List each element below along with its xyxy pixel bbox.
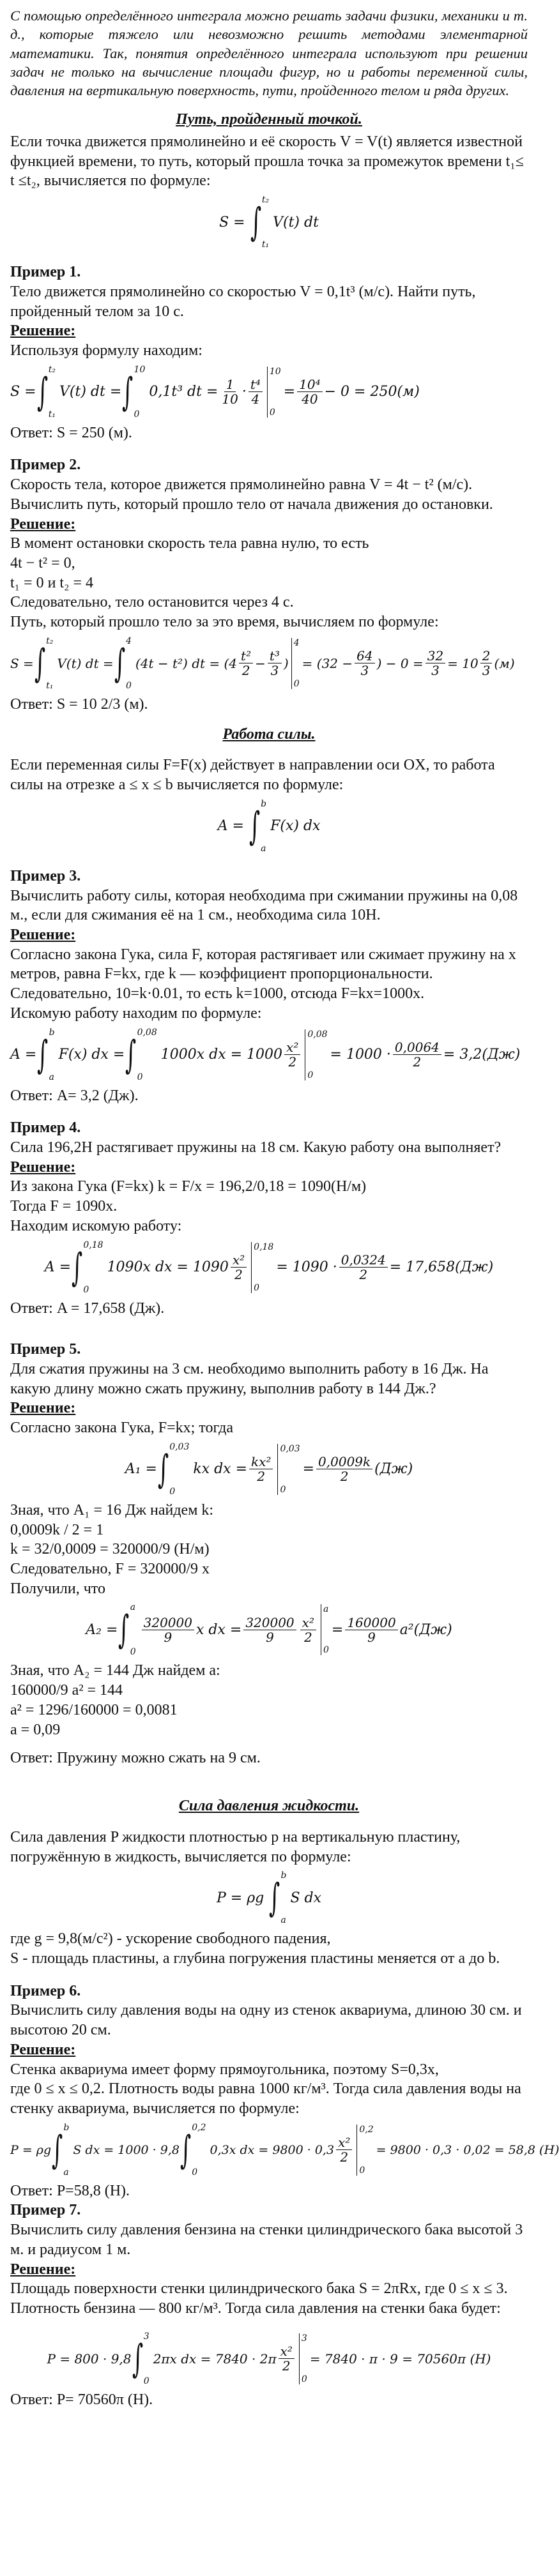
example-7-title: Пример 7. (10, 2202, 81, 2219)
example-1-solution-label: Решение: (10, 322, 76, 340)
example-1-formula: S = ∫ t₂ t₁ V(t) dt = ∫ 10 0 0,1t³ dt = $\frac{1}{10}$ · $\frac{\text{t⁴}}{4}$ 10 0 = $\frac{\text{10⁴}}{40}$ − 0 = 250(м) (10, 364, 420, 420)
example-6-solution-label: Решение: (10, 2041, 76, 2058)
example-2-line-5: Путь, который прошло тело за это время, вычисляем по формуле: (10, 614, 439, 631)
example-3-solution-label: Решение: (10, 926, 76, 943)
example-2-task: Скорость тела, которое движется прямолинейно равна V = 4t − t² (м/с). Вычислить путь, который прошло тело от начала движения до остановки. (10, 476, 493, 513)
section-heading-work: Работа силы. (222, 725, 316, 743)
section-pressure-line-1: где g = 9,8(м/с²) - ускорение свободного падения, (10, 1930, 331, 1948)
formula-path: S = ∫ t₂ t₁ V(t) dt (219, 195, 319, 250)
example-7-solution-label: Решение: (10, 2261, 76, 2278)
example-6-task: Вычислить силу давления воды на одну из стенок аквариума, длиною 30 см. и высотою 20 см. (10, 2002, 522, 2039)
example-2-line-3: t₁ = 0 и t₂ = 4 (10, 574, 93, 591)
example-2-title: Пример 2. (10, 457, 81, 474)
example-5-line-5: Следовательно, F = 320000/9 x (10, 1561, 210, 1578)
example-4-answer: Ответ: A = 17,658 (Дж). (10, 1299, 165, 1317)
example-6-line-1: Стенка аквариума имеет форму прямоугольника, поэтому S=0,3x, (10, 2061, 439, 2078)
example-5-answer: Ответ: Пружину можно сжать на 9 см. (10, 1750, 261, 1767)
example-5-line-3: 0,0009k / 2 = 1 (10, 1521, 104, 1538)
section-heading-path: Путь, пройденный точкой. (176, 111, 362, 128)
section-heading-pressure: Сила давления жидкости. (178, 1798, 360, 1815)
example-5-formula-1: A₁ = ∫ 0,03 0 kx dx = $\frac{\text{kx²}}{2}$ 0,03 0 = $\frac{0,0009k}{2}$ (Дж) (125, 1441, 413, 1497)
example-3-answer: Ответ: A= 3,2 (Дж). (10, 1087, 139, 1104)
example-5-line-4: k = 32/0,0009 = 320000/9 (Н/м) (10, 1541, 210, 1558)
example-4-line-3: Находим искомую работу: (10, 1217, 182, 1234)
example-7-line-1: Площадь поверхности стенки цилиндрического бака S = 2πRx, где 0 ≤ x ≤ 3. Плотность бензина — 800 кг/м³. Тогда сила давления на стенки бака будет: (10, 2280, 508, 2317)
example-5-task: Для сжатия пружины на 3 см. необходимо выполнить работу в 16 Дж. На какую длину можно сжать пружину, выполнив работу в 144 Дж.? (10, 1361, 489, 1397)
example-6-line-2: где 0 ≤ x ≤ 0,2. Плотность воды равна 1000 кг/м³. Тогда сила давления воды на стенку аквариума, вычисляется по формуле: (10, 2080, 521, 2117)
example-4-task: Сила 196,2Н растягивает пружины на 18 см. Какую работу она выполняет? (10, 1139, 502, 1156)
section-text-work: Если переменная силы F=F(x) действует в направлении оси OX, то работа силы на отрезке a ≤ x ≤ b вычисляется по формуле: (10, 757, 495, 794)
formula-work: A = ∫ b a F(x) dx (217, 798, 321, 854)
example-1-task: Тело движется прямолинейно со скоростью V = 0,1t³ (м/с). Найти путь, пройденный телом за 10 с. (10, 283, 476, 320)
example-3-line-1: Согласно закона Гука, сила F, которая растягивает или сжимает пружину на x метров, равна F=kx, где k — коэффициент пропорциональности. (10, 946, 516, 983)
formula-pressure: P = ρg ∫ b a S dx (216, 1870, 322, 1926)
example-5-title: Пример 5. (10, 1341, 81, 1358)
example-5-formula-2: A₂ = ∫ a 0 $\frac{320000}{9}$ x dx = $\frac{320000}{9}$ $\frac{\text{x²}}{2}$ a 0 = $\frac{160000}{9}$ a²(Дж) (86, 1602, 452, 1658)
example-5-line-10: a = 0,09 (10, 1721, 61, 1738)
example-1-answer: Ответ: S = 250 (м). (10, 424, 132, 441)
example-4-title: Пример 4. (10, 1119, 81, 1137)
example-7-task: Вычислить силу давления бензина на стенки цилиндрического бака высотой 3 м. и радиусом 1 м. (10, 2222, 523, 2258)
example-3-task: Вычислить работу силы, которая необходима при сжимании пружины на 0,08 м., если для сжимания её на 1 см., необходима сила 10Н. (10, 887, 518, 924)
example-6-title: Пример 6. (10, 1982, 81, 1999)
example-2-line-2: 4t − t² = 0, (10, 555, 75, 572)
example-3-formula: A = ∫ b a F(x) dx = ∫ 0,08 0 1000x dx = 1000 $\frac{\text{x²}}{2}$ 0,08 0 = 1000 · $\frac{0,0064}{2}$ = 3,2(Дж) (10, 1027, 521, 1082)
example-3-title: Пример 3. (10, 867, 81, 884)
section-text-path: Если точка движется прямолинейно и её скорость V = V(t) является известной функцией времени, то путь, который прошла точка за промежуток времени t₁≤ t ≤t₂, вычисляется по формуле: (10, 133, 524, 190)
example-2-answer: Ответ: S = 10 2/3 (м). (10, 695, 148, 713)
intro-paragraph: С помощью определённого интеграла можно решать задачи физики, механики и т. д., которые тяжело или невозможно решить методами элементарной математики. Так, понятия определённого интеграла используют при решении задач не только на вычисление площади фигур, но и работы переменной силы, давления на вертикальную поверхность, пути, пройденного телом и ряда других. (10, 8, 528, 98)
example-4-line-1: Из закона Гука (F=kx) k = F/x = 196,2/0,18 = 1090(Н/м) (10, 1178, 367, 1195)
example-5-line-7: Зная, что A₂ = 144 Дж найдем a: (10, 1662, 220, 1679)
example-5-line-6: Получили, что (10, 1580, 105, 1597)
example-2-formula: S = ∫ t₂ t₁ V(t) dt = ∫ 4 0 (4t − t²) dt = (4 $\frac{\text{t²}}{2}$ − $\frac{\text{t³}}{3}$ ) 4 0 = (32 − $\frac{64}{3}$ ) − 0 = $\frac{32}{3}$ = 10 $\frac{2}{3}$ (м) (10, 635, 515, 691)
example-2-line-1: В момент остановки скорость тела равна нулю, то есть (10, 535, 369, 552)
example-5-line-8: 160000/9 a² = 144 (10, 1682, 123, 1699)
example-4-line-2: Тогда F = 1090x. (10, 1198, 118, 1215)
example-2-solution-label: Решение: (10, 515, 76, 533)
example-5-line-9: a² = 1296/160000 = 0,0081 (10, 1701, 178, 1718)
example-7-answer: Ответ: P= 70560π (Н). (10, 2391, 153, 2408)
example-6-formula: P = ρg ∫ b a S dx = 1000 · 9,8 ∫ 0,2 0 0,3x dx = 9800 · 0,3 $\frac{\text{x²}}{2}$ 0,2 0 = 9800 · 0,3 · 0,02 = 58,8 (Н) (10, 2122, 559, 2178)
example-1-line: Используя формулу находим: (10, 342, 203, 359)
example-3-line-2: Следовательно, 10=k·0.01, то есть k=1000, отсюда F=kx=1000x. (10, 985, 425, 1003)
example-2-line-4: Следовательно, тело остановится через 4 с. (10, 594, 294, 611)
section-pressure-line-2: S - площадь пластины, а глубина погружения пластины меняется от a до b. (10, 1950, 500, 1967)
example-6-answer: Ответ: P=58,8 (Н). (10, 2182, 130, 2199)
section-text-pressure: Сила давления P жидкости плотностью p на вертикальную пластину, погружённую в жидкость, вычисляется по формуле: (10, 1828, 461, 1865)
example-3-line-3: Искомую работу находим по формуле: (10, 1004, 262, 1022)
example-5-line-1: Согласно закона Гука, F=kx; тогда (10, 1420, 233, 1437)
example-1-title: Пример 1. (10, 264, 81, 281)
example-4-solution-label: Решение: (10, 1158, 76, 1176)
example-4-formula: A = ∫ 0,18 0 1090x dx = 1090 $\frac{\text{x²}}{2}$ 0,18 0 = 1090 · $\frac{0,0324}{2}$ = 17,658(Дж) (44, 1239, 494, 1295)
example-5-solution-label: Решение: (10, 1400, 76, 1417)
example-5-line-2: Зная, что A₁ = 16 Дж найдем k: (10, 1501, 214, 1519)
example-7-formula: P = 800 · 9,8 ∫ 3 0 2πx dx = 7840 · 2π $\frac{\text{x²}}{2}$ 3 0 = 7840 · π · 9 = 70560π (Н) (47, 2331, 491, 2386)
